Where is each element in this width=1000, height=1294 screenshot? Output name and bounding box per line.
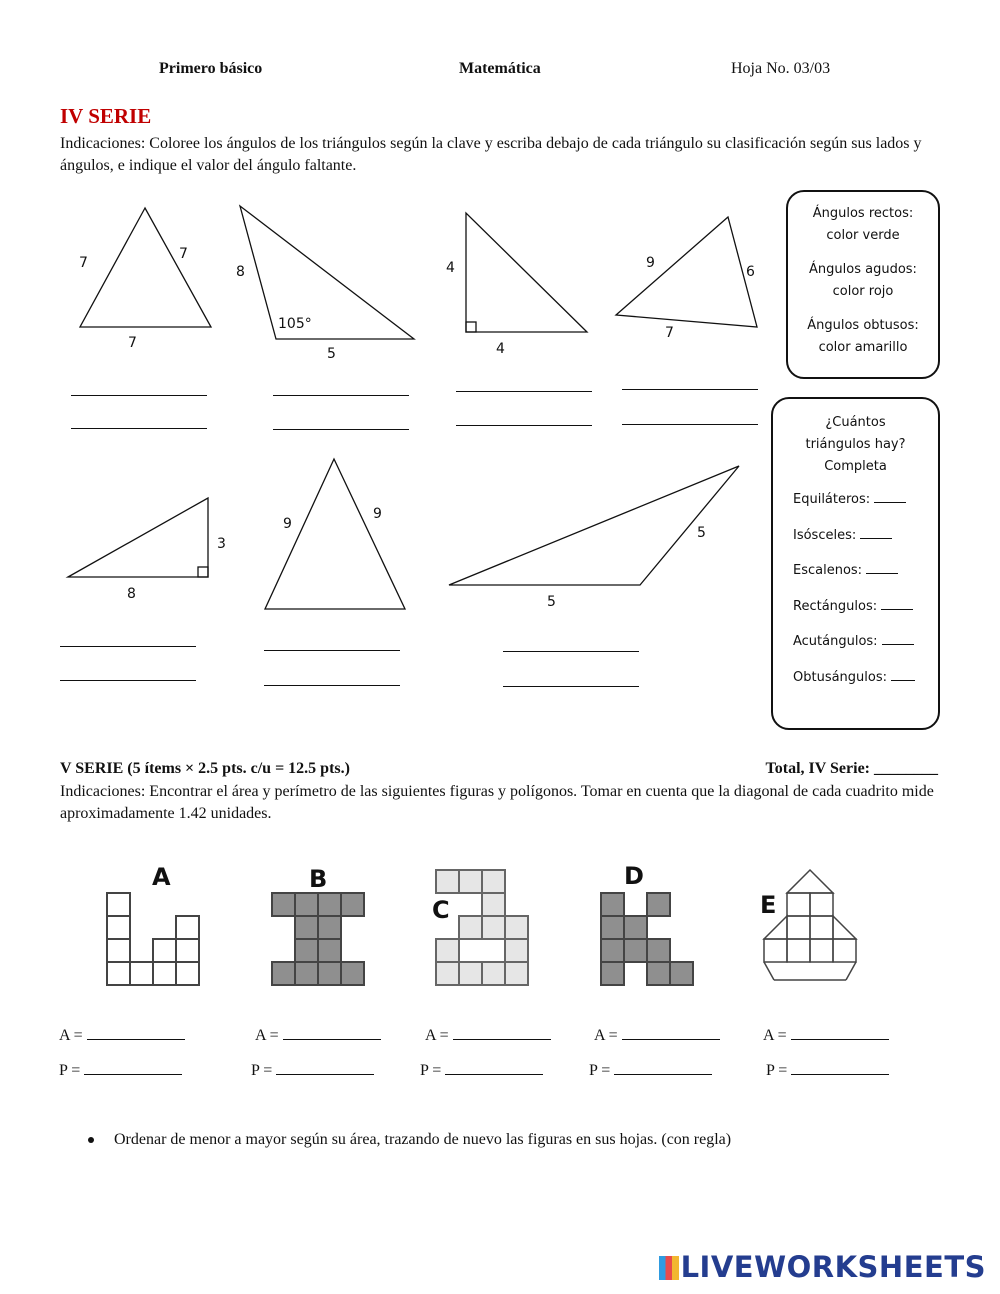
perimeter-blank[interactable]	[276, 1060, 374, 1075]
answer-line[interactable]	[71, 395, 207, 396]
key-right: Ángulos rectos: color verde	[812, 206, 914, 243]
area-answer-a: A =	[59, 1025, 185, 1045]
count-blank[interactable]	[874, 488, 906, 503]
area-answer-e: A =	[763, 1025, 889, 1045]
figure-c	[432, 870, 528, 985]
answer-line[interactable]	[622, 389, 758, 390]
figure-d-letter: D	[624, 862, 644, 890]
t2-angle: 105°	[278, 316, 312, 332]
bullet-dot	[88, 1137, 94, 1143]
serie5-instructions: Indicaciones: Encontrar el área y perímetro de las siguientes figuras y polígonos. Tomar en cuenta que la diagonal de cada cuadrito mide aproximadamente 1.42 unidades.	[60, 783, 934, 822]
serie4-title: IV SERIE	[60, 104, 152, 128]
answer-line[interactable]	[60, 680, 196, 681]
area-answer-b: A =	[255, 1025, 381, 1045]
count-isosceles: Isósceles:	[773, 524, 938, 547]
sheet-number: Hoja No. 03/03	[731, 60, 831, 77]
perimeter-answer-a: P =	[59, 1060, 182, 1080]
liveworksheets-logo: LIVEWORKSHEETS	[659, 1250, 986, 1284]
figure-b	[272, 865, 364, 985]
count-obtuse: Obtusángulos:	[773, 666, 938, 689]
t1-side-left: 7	[79, 255, 88, 271]
answer-line[interactable]	[264, 650, 400, 651]
grade-label: Primero básico	[159, 60, 263, 77]
subject-label: Matemática	[459, 60, 541, 77]
triangle-4	[616, 217, 757, 327]
answer-line[interactable]	[71, 428, 207, 429]
serie4-total: Total, IV Serie: ________	[765, 760, 938, 777]
figure-a	[107, 863, 199, 985]
count-right: Rectángulos:	[773, 595, 938, 618]
figure-c-letter: C	[432, 896, 450, 924]
answer-line[interactable]	[456, 391, 592, 392]
perimeter-answer-c: P =	[420, 1060, 543, 1080]
count-acute: Acutángulos:	[773, 630, 938, 653]
grid-figures	[0, 850, 1000, 1010]
area-blank[interactable]	[791, 1025, 889, 1040]
triangles-figure	[0, 0, 770, 720]
triangle-5	[68, 498, 208, 577]
count-scalene: Escalenos:	[773, 559, 938, 582]
triangle-6	[265, 459, 405, 609]
count-equilateral: Equiláteros:	[773, 488, 938, 511]
figure-b-letter: B	[309, 865, 328, 893]
perimeter-blank[interactable]	[614, 1060, 712, 1075]
count-blank[interactable]	[866, 559, 898, 574]
t7-side-bottom: 5	[547, 594, 556, 610]
perimeter-blank[interactable]	[445, 1060, 543, 1075]
perimeter-answer-d: P =	[589, 1060, 712, 1080]
t4-side-left: 9	[646, 255, 655, 271]
area-answer-c: A =	[425, 1025, 551, 1045]
answer-line[interactable]	[503, 686, 639, 687]
key-obtuse: Ángulos obtusos: color amarillo	[807, 318, 919, 355]
figure-d	[601, 862, 693, 985]
perimeter-answer-e: P =	[766, 1060, 889, 1080]
answer-line[interactable]	[273, 429, 409, 430]
triangle-3	[466, 213, 587, 332]
figure-e	[760, 870, 856, 980]
t3-side-bottom: 4	[496, 341, 505, 357]
serie4-instructions: Indicaciones: Coloree los ángulos de los triángulos según la clave y escriba debajo de cada triángulo su clasificación según sus lados y ángulos, e indique el valor del ángulo faltante.	[60, 135, 922, 174]
bullet-item: Ordenar de menor a mayor según su área, trazando de nuevo las figuras en sus hojas. (con regla)	[88, 1131, 731, 1149]
triangle-7	[449, 466, 739, 585]
t5-side-bottom: 8	[127, 586, 136, 602]
t2-side-bottom: 5	[327, 346, 336, 362]
t4-side-right: 6	[746, 264, 755, 280]
perimeter-blank[interactable]	[84, 1060, 182, 1075]
t7-side-right: 5	[697, 525, 706, 541]
answer-line[interactable]	[273, 395, 409, 396]
t5-side-right: 3	[217, 536, 226, 552]
t1-side-right: 7	[179, 246, 188, 262]
area-blank[interactable]	[622, 1025, 720, 1040]
answer-line[interactable]	[264, 685, 400, 686]
triangle-1	[80, 208, 211, 327]
color-key-box	[786, 190, 940, 379]
t1-side-bottom: 7	[128, 335, 137, 351]
t3-side-left: 4	[446, 260, 455, 276]
t6-side-left: 9	[283, 516, 292, 532]
count-question: ¿Cuántos triángulos hay? Completa	[805, 415, 906, 474]
count-blank[interactable]	[882, 630, 914, 645]
answer-line[interactable]	[456, 425, 592, 426]
t6-side-right: 9	[373, 506, 382, 522]
area-blank[interactable]	[453, 1025, 551, 1040]
count-blank[interactable]	[860, 524, 892, 539]
triangle-2	[240, 206, 414, 339]
answer-line[interactable]	[503, 651, 639, 652]
answer-line[interactable]	[622, 424, 758, 425]
serie5-title: V SERIE (5 ítems × 2.5 pts. c/u = 12.5 pts.)	[60, 760, 350, 777]
t4-side-bottom: 7	[665, 325, 674, 341]
count-blank[interactable]	[881, 595, 913, 610]
figure-e-letter: E	[760, 891, 777, 919]
perimeter-answer-b: P =	[251, 1060, 374, 1080]
key-acute: Ángulos agudos: color rojo	[809, 262, 917, 299]
area-blank[interactable]	[283, 1025, 381, 1040]
count-blank[interactable]	[891, 666, 915, 681]
area-blank[interactable]	[87, 1025, 185, 1040]
t2-side-left: 8	[236, 264, 245, 280]
area-answer-d: A =	[594, 1025, 720, 1045]
figure-a-letter: A	[152, 863, 171, 891]
perimeter-blank[interactable]	[791, 1060, 889, 1075]
logo-icon	[659, 1256, 679, 1280]
count-box	[771, 397, 940, 730]
answer-line[interactable]	[60, 646, 196, 647]
